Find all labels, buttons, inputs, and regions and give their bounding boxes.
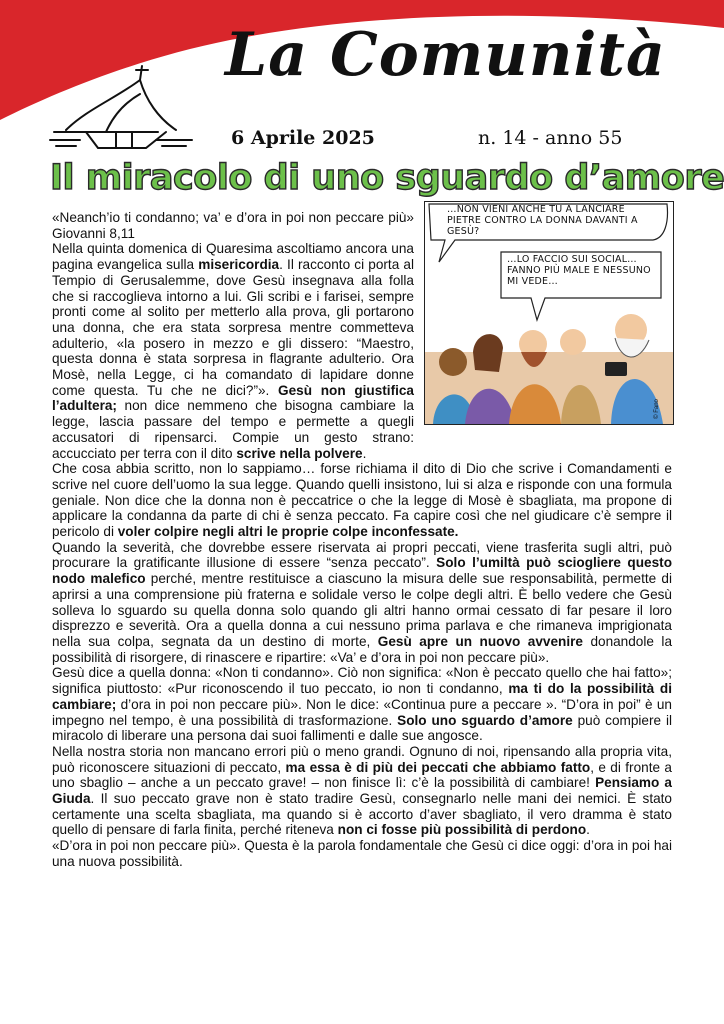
- bold-text: Pensiamo a Giuda: [52, 775, 672, 807]
- bold-text: ma ti do la possibilità di cambiare;: [52, 681, 672, 712]
- text: Nella nostra storia non mancano errori più o meno grandi. Ognuno di noi, ripensando alla propria vita, può riconoscere situazioni di peccato,: [52, 743, 672, 775]
- church-logo: [46, 60, 196, 160]
- text: . Il racconto ci porta al Tempio di Gerusalemme, dove Gesù insegnava alla folla che si raccoglieva intorno a lui. Gli scribi e i farisei, sempre pronti come al solito per metterlo alla prova, gli portarono una donna, che era stata sorpresa mentre commetteva adulterio, «la posero in mezzo e gli dissero: “Maestro, questa donna è stata sorpresa in flagrante adulterio. Ora Mosè, nella Legge, ci ha comandato di lapidare donne come questa. Tu che ne dici?”».: [52, 257, 414, 398]
- text: d’ora in poi non peccare più». Non le dice: «Continua pure a peccare ». “D’ora in poi” è un impegno nel tempo, è una possibilità di trasformazione.: [52, 696, 672, 728]
- text: Che cosa abbia scritto, non lo sappiamo… forse richiama il dito di Dio che scrive i Comandamenti e scrive nel cuore dell’uomo la sua legge. Quando quelli insistono, lui si alza e risponde con una formula geniale. Non dice che la donna non è peccatrice o che la legge di Mosè è sbagliata, ma propone di applicare la condanna da parte di chi è senza peccato. Fa capire così che nel giudicare c’è sempre il pericolo di: [52, 461, 672, 540]
- bold-text: voler colpire negli altri le proprie colpe inconfessate.: [117, 524, 459, 540]
- bold-text: non ci fosse più possibilità di perdono: [337, 822, 587, 838]
- bold-text: Gesù non giustifica l’adultera;: [52, 382, 414, 414]
- text: «D’ora in poi non peccare più». Questa è la parola fondamentale che Gesù ci dice oggi: d’ora in poi hai una nuova possibilità.: [52, 838, 672, 869]
- text: non dice nemmeno che bisogna cambiare la legge, lascia passare del tempo e permette a quegli accusatori di ripensarci. Compie un gesto strano: accucciato per terra con il dito: [52, 398, 414, 461]
- text: può compiere il miracolo di liberare una persona dai suoi fallimenti e dalle sue angosce.: [52, 712, 672, 744]
- masthead-title: La Comunità: [225, 20, 666, 90]
- text: Nella quinta domenica di Quaresima ascoltiamo ancora una pagina evangelica sulla: [52, 241, 414, 273]
- text: Quando la severità, che dovrebbe essere riservata ai propri peccati, viene trasferita sugli altri, può procurare la gratificante illusione di essere “senza peccato”.: [52, 539, 672, 571]
- text: perché, mentre restituisce a ciascuno la misura delle sue responsabilità, permette di aprirsi a una comprensione più fraterna e solidale verso le colpe degli altri. È bello vedere che Gesù solleva lo sguardo su quella donna solo quando gli altri hanno ormai cessato di far pesare il loro disprezzo e severità. Ora a quella donna a cui nessuno prima parlava e che rimaneva imprigionata nella sua colpa, segnata da un destino di morte,: [52, 571, 672, 649]
- issue-number: n. 14 - anno 55: [478, 127, 623, 149]
- text: .: [586, 822, 590, 838]
- article-paragraph: [52, 744, 672, 838]
- text: .: [362, 445, 367, 461]
- article-paragraph: [52, 665, 672, 744]
- bold-text: misericordia: [198, 257, 280, 273]
- bold-text: Gesù apre un nuovo avvenire: [377, 633, 583, 649]
- bold-text: scrive nella polvere: [236, 445, 363, 461]
- text: donandole la possibilità di risorgere, di rinascere e ripartire: «Va’ e d’ora in poi non peccare più».: [52, 633, 673, 665]
- bold-text: Solo uno sguardo d’amore: [397, 712, 573, 728]
- speech-bubble-question: …NON VIENI ANCHE TU A LANCIARE PIETRE CONTRO LA DONNA DAVANTI A GESÙ?: [447, 204, 638, 237]
- headline: Il miracolo di uno sguardo d’amore: [50, 158, 724, 198]
- text: Gesù dice a quella donna: «Non ti condanno». Ciò non significa: «Non è peccato quello che hai fatto»; significa piuttosto: «Pur riconoscendo il tuo peccato, io non ti condanno,: [52, 665, 672, 697]
- text: . Il suo peccato grave non è stato tradire Gesù, consegnarlo nelle mani dei nemici. È stato certamente una scelta sbagliata, ma quando si è accorto d’aver sbagliato, il vero dramma è stato quello di pensare di farla finita, perché riteneva: [52, 791, 672, 838]
- bold-text: ma essa è di più dei peccati che abbiamo fatto: [285, 759, 591, 775]
- speech-bubble-answer: …LO FACCIO SUI SOCIAL… FANNO PIÙ MALE E NESSUNO MI VEDE…: [507, 254, 651, 287]
- bible-quote: «Neanch’io ti condanno; va’ e d’ora in poi non peccare più» Giovanni 8,11: [52, 210, 414, 241]
- article-paragraph: [52, 461, 672, 540]
- issue-date: 6 Aprile 2025: [231, 127, 375, 149]
- cartoon-placeholder: [414, 210, 672, 432]
- bold-text: Solo l’umiltà può sciogliere questo nodo malefico: [52, 555, 672, 587]
- text: , e di fronte a uno sbaglio – anche a un peccato grave! – non finisce lì: c’è la possibilità di cambiare!: [52, 759, 672, 791]
- article-body: [52, 210, 672, 870]
- article-paragraph: [52, 540, 672, 666]
- article-paragraph: [52, 838, 672, 869]
- cartoon-signature: © Fano: [654, 399, 661, 419]
